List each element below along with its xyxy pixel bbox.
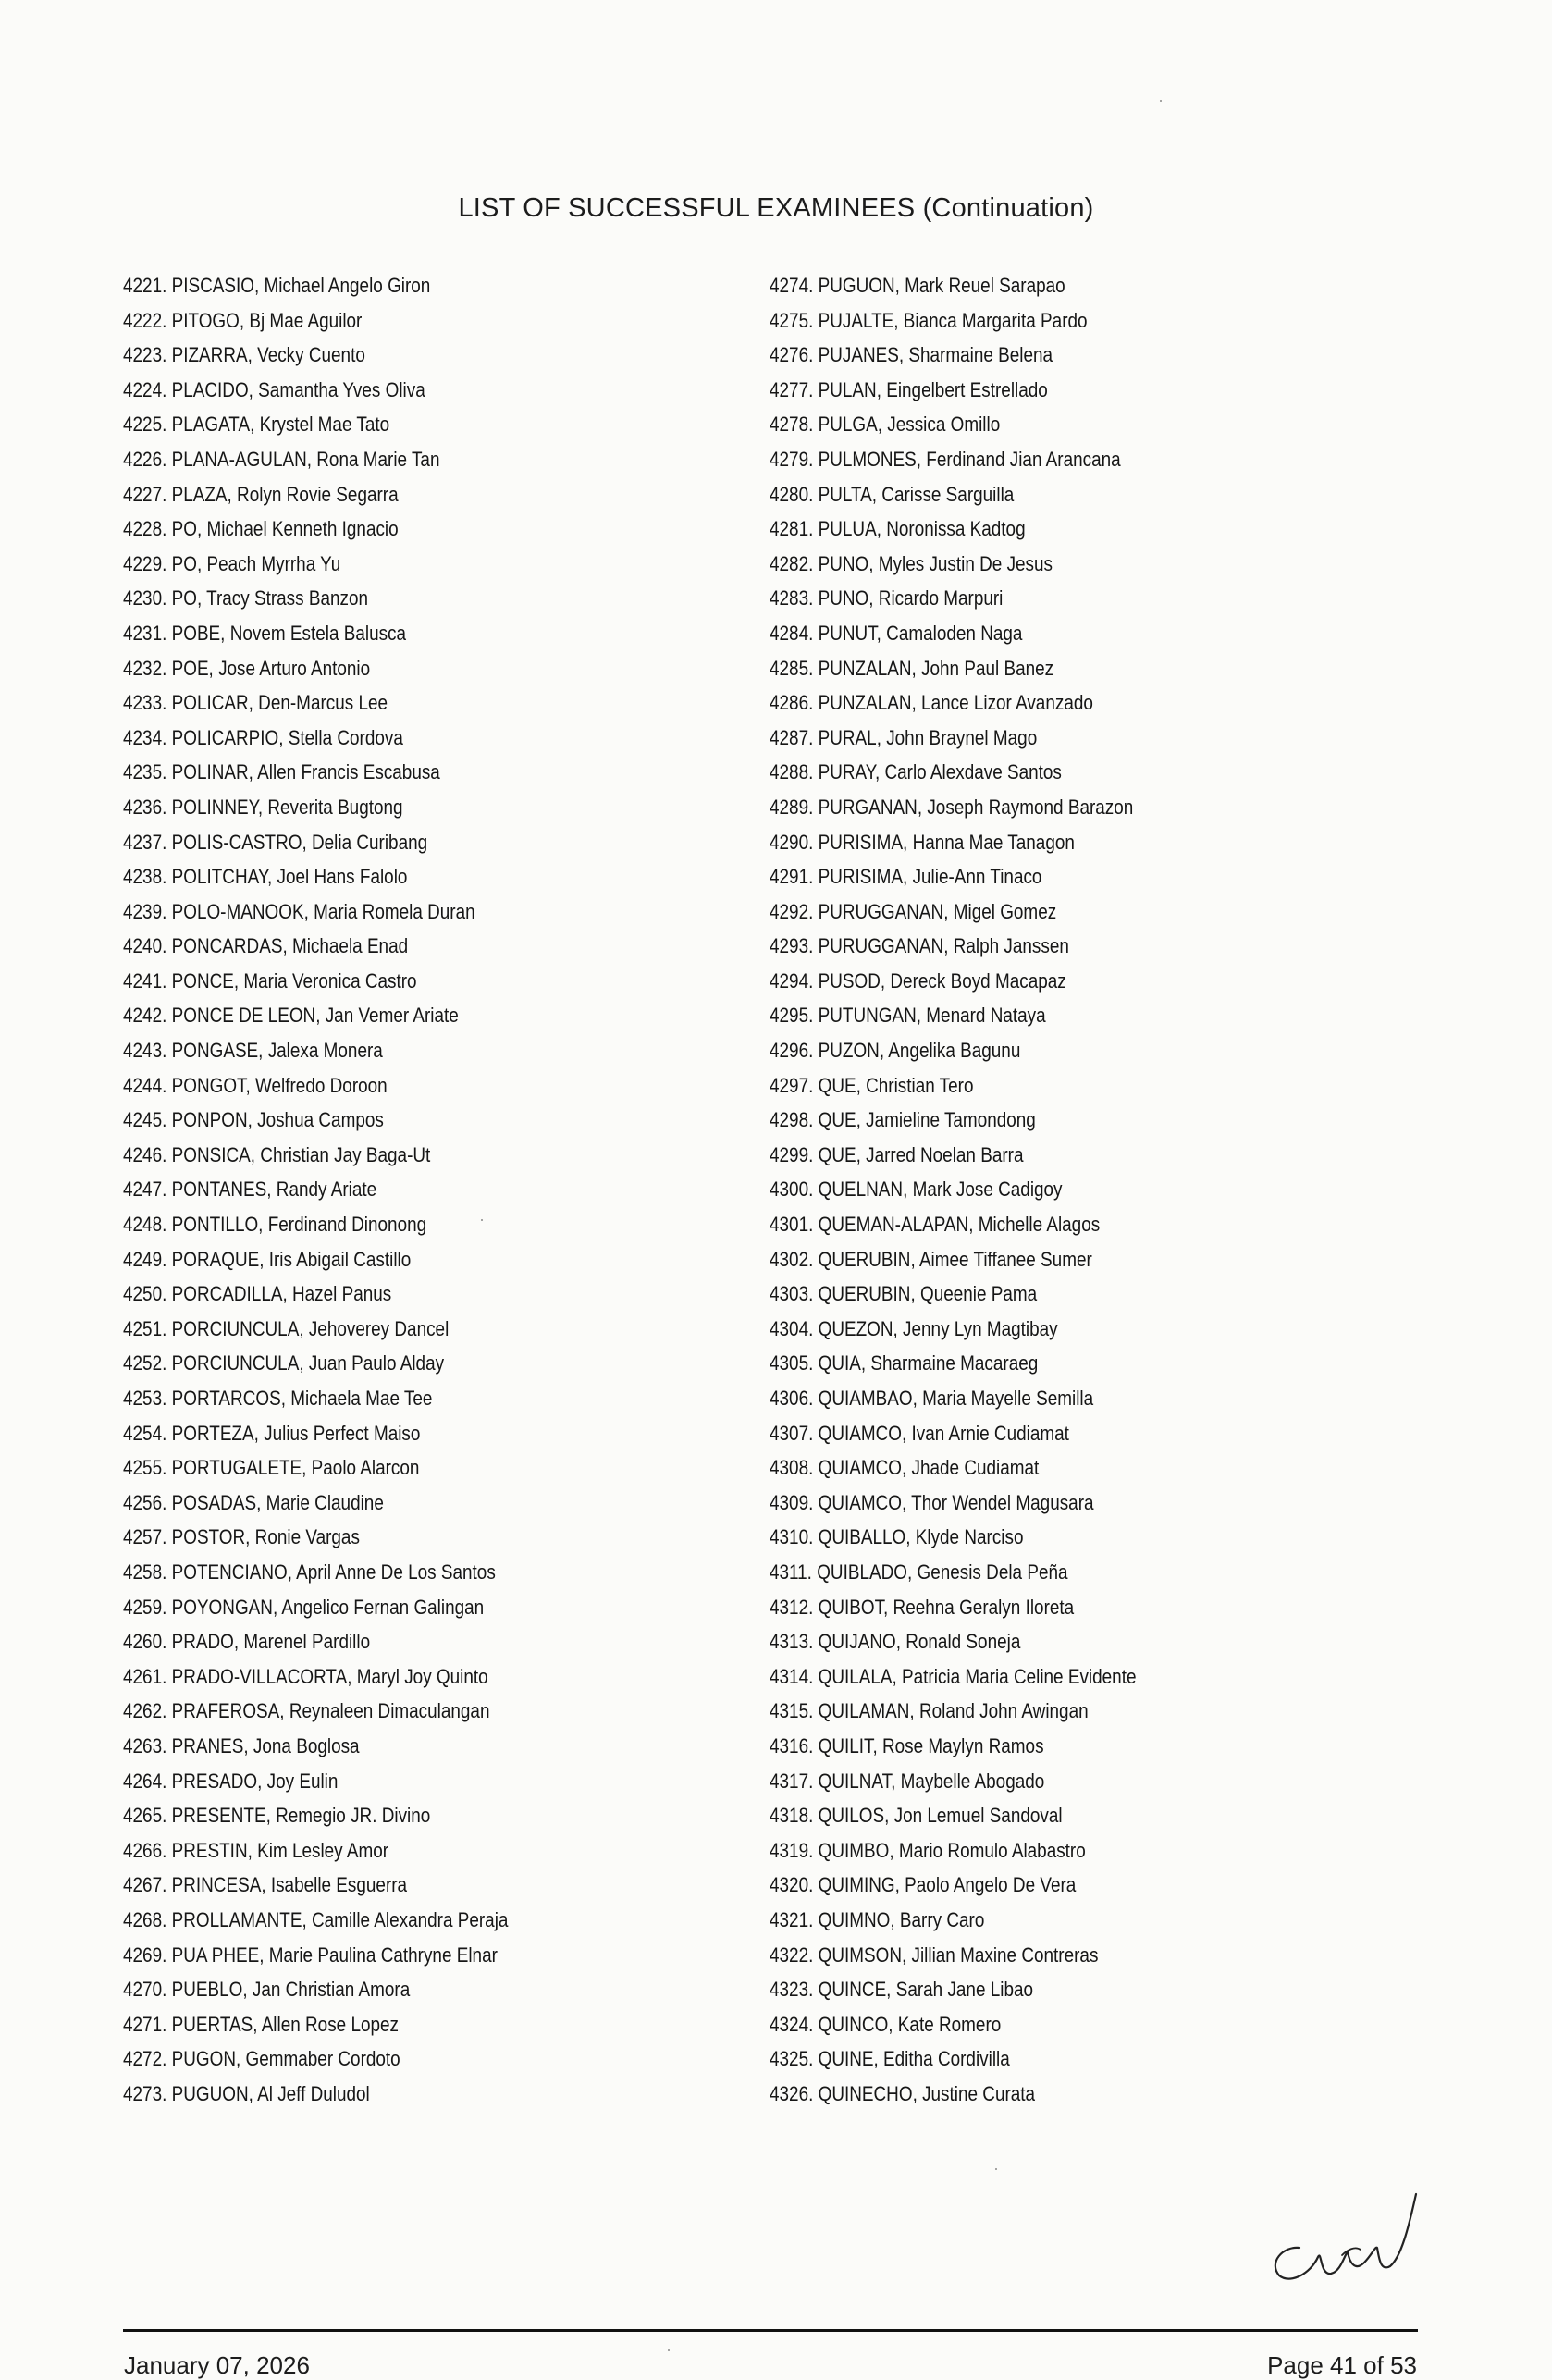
examinee-entry: 4310. QUIBALLO, Klyde Narciso — [770, 1525, 1024, 1549]
examinee-list-right-column — [770, 268, 1509, 2111]
examinee-entry: 4269. PUA PHEE, Marie Paulina Cathryne Elnar — [123, 1942, 498, 1967]
examinee-entry: 4264. PRESADO, Joy Eulin — [123, 1769, 339, 1793]
examinee-entry: 4293. PURUGGANAN, Ralph Janssen — [770, 934, 1069, 958]
examinee-entry: 4247. PONTANES, Randy Ariate — [123, 1178, 377, 1202]
examinee-entry: 4226. PLANA-AGULAN, Rona Marie Tan — [123, 447, 440, 471]
examinee-entry: 4248. PONTILLO, Ferdinand Dinonong — [123, 1213, 427, 1237]
examinee-entry: 4249. PORAQUE, Iris Abigail Castillo — [123, 1247, 412, 1271]
examinee-entry: 4237. POLIS-CASTRO, Delia Curibang — [123, 830, 428, 854]
examinee-entry: 4252. PORCIUNCULA, Juan Paulo Alday — [123, 1351, 445, 1375]
examinee-entry: 4326. QUINECHO, Justine Curata — [770, 2081, 1036, 2105]
examinee-entry: 4224. PLACIDO, Samantha Yves Oliva — [123, 377, 425, 401]
examinee-entry: 4290. PURISIMA, Hanna Mae Tanagon — [770, 830, 1075, 854]
examinee-entry: 4236. POLINNEY, Reverita Bugtong — [123, 795, 403, 819]
examinee-entry: 4325. QUINE, Editha Cordivilla — [770, 2047, 1010, 2071]
scan-speck — [1160, 100, 1162, 102]
examinee-entry: 4223. PIZARRA, Vecky Cuento — [123, 343, 365, 367]
page-title: LIST OF SUCCESSFUL EXAMINEES (Continuation) — [458, 193, 1094, 223]
examinee-list-left-column — [123, 268, 770, 2111]
examinee-entry: 4323. QUINCE, Sarah Jane Libao — [770, 1978, 1034, 2002]
page-number: Page 41 of 53 — [1267, 2351, 1417, 2379]
examinee-entry: 4267. PRINCESA, Isabelle Esguerra — [123, 1873, 408, 1897]
examinee-entry: 4256. POSADAS, Marie Claudine — [123, 1490, 384, 1514]
examinee-entry: 4231. POBE, Novem Estela Balusca — [123, 621, 407, 645]
examinee-entry: 4291. PURISIMA, Julie-Ann Tinaco — [770, 865, 1042, 889]
examinee-entry: 4243. PONGASE, Jalexa Monera — [123, 1039, 383, 1063]
examinee-entry: 4259. POYONGAN, Angelico Fernan Galingan — [123, 1595, 485, 1619]
examinee-entry: 4301. QUEMAN-ALAPAN, Michelle Alagos — [770, 1213, 1101, 1237]
examinee-entry: 4309. QUIAMCO, Thor Wendel Magusara — [770, 1490, 1094, 1514]
examinee-entry: 4261. PRADO-VILLACORTA, Maryl Joy Quinto — [123, 1664, 488, 1688]
examinee-entry: 4222. PITOGO, Bj Mae Aguilor — [123, 308, 363, 332]
examinee-entry: 4253. PORTARCOS, Michaela Mae Tee — [123, 1387, 433, 1410]
examinee-entry: 4322. QUIMSON, Jillian Maxine Contreras — [770, 1942, 1099, 1967]
examinee-entry: 4303. QUERUBIN, Queenie Pama — [770, 1282, 1038, 1306]
examinee-entry: 4288. PURAY, Carlo Alexdave Santos — [770, 760, 1062, 784]
examinee-entry: 4296. PUZON, Angelika Bagunu — [770, 1039, 1021, 1063]
examinee-entry: 4283. PUNO, Ricardo Marpuri — [770, 586, 1004, 610]
scan-speck — [481, 1219, 483, 1221]
examinee-entry: 4257. POSTOR, Ronie Vargas — [123, 1525, 360, 1549]
examinee-entry: 4262. PRAFEROSA, Reynaleen Dimaculangan — [123, 1699, 490, 1723]
examinee-entry: 4285. PUNZALAN, John Paul Banez — [770, 656, 1054, 680]
examinee-entry: 4229. PO, Peach Myrrha Yu — [123, 551, 341, 575]
examinee-entry: 4274. PUGUON, Mark Reuel Sarapao — [770, 274, 1065, 297]
footer-date: January 07, 2026 — [124, 2351, 310, 2379]
examinee-entry: 4244. PONGOT, Welfredo Doroon — [123, 1073, 388, 1097]
examinee-entry: 4258. POTENCIANO, April Anne De Los Santos — [123, 1560, 496, 1584]
examinee-entry: 4227. PLAZA, Rolyn Rovie Segarra — [123, 482, 399, 506]
examinee-entry: 4319. QUIMBO, Mario Romulo Alabastro — [770, 1838, 1086, 1862]
examinee-entry: 4284. PUNUT, Camaloden Naga — [770, 621, 1023, 645]
examinee-entry: 4271. PUERTAS, Allen Rose Lopez — [123, 2012, 399, 2036]
examinee-entry: 4225. PLAGATA, Krystel Mae Tato — [123, 413, 390, 437]
examinee-entry: 4250. PORCADILLA, Hazel Panus — [123, 1282, 392, 1306]
examinee-entry: 4241. PONCE, Maria Veronica Castro — [123, 968, 417, 993]
examinee-entry: 4263. PRANES, Jona Boglosa — [123, 1733, 360, 1757]
examinee-entry: 4279. PULMONES, Ferdinand Jian Arancana — [770, 447, 1121, 471]
examinee-entry: 4239. POLO-MANOOK, Maria Romela Duran — [123, 899, 475, 923]
examinee-entry: 4228. PO, Michael Kenneth Ignacio — [123, 517, 399, 541]
examinee-entry: 4273. PUGUON, Al Jeff Duludol — [123, 2081, 370, 2105]
examinee-entry: 4281. PULUA, Noronissa Kadtog — [770, 517, 1026, 541]
examinee-entry: 4268. PROLLAMANTE, Camille Alexandra Peraja — [123, 1907, 509, 1931]
examinee-entry: 4242. PONCE DE LEON, Jan Vemer Ariate — [123, 1004, 459, 1028]
examinee-entry: 4306. QUIAMBAO, Maria Mayelle Semilla — [770, 1387, 1094, 1410]
examinee-entry: 4245. PONPON, Joshua Campos — [123, 1108, 384, 1132]
examinee-entry: 4286. PUNZALAN, Lance Lizor Avanzado — [770, 691, 1093, 715]
examinee-entry: 4275. PUJALTE, Bianca Margarita Pardo — [770, 308, 1088, 332]
examinee-entry: 4297. QUE, Christian Tero — [770, 1073, 974, 1097]
examinee-entry: 4298. QUE, Jamieline Tamondong — [770, 1108, 1036, 1132]
examinee-entry: 4300. QUELNAN, Mark Jose Cadigoy — [770, 1178, 1063, 1202]
examinee-entry: 4277. PULAN, Eingelbert Estrellado — [770, 377, 1048, 401]
examinee-entry: 4251. PORCIUNCULA, Jehoverey Dancel — [123, 1316, 450, 1340]
examinee-entry: 4311. QUIBLADO, Genesis Dela Peña — [770, 1560, 1068, 1584]
signature-mark — [1263, 2190, 1424, 2292]
examinee-entry: 4234. POLICARPIO, Stella Cordova — [123, 725, 403, 749]
scan-speck — [668, 2349, 670, 2351]
examinee-entry: 4238. POLITCHAY, Joel Hans Falolo — [123, 865, 408, 889]
footer-divider — [123, 2329, 1418, 2332]
examinee-entry: 4282. PUNO, Myles Justin De Jesus — [770, 551, 1053, 575]
examinee-entry: 4240. PONCARDAS, Michaela Enad — [123, 934, 409, 958]
examinee-entry: 4312. QUIBOT, Reehna Geralyn Iloreta — [770, 1595, 1075, 1619]
scan-speck — [995, 2168, 997, 2170]
examinee-entry: 4324. QUINCO, Kate Romero — [770, 2012, 1002, 2036]
examinee-entry: 4302. QUERUBIN, Aimee Tiffanee Sumer — [770, 1247, 1092, 1271]
examinee-entry: 4289. PURGANAN, Joseph Raymond Barazon — [770, 795, 1134, 819]
examinee-entry: 4221. PISCASIO, Michael Angelo Giron — [123, 274, 431, 297]
examinee-entry: 4318. QUILOS, Jon Lemuel Sandoval — [770, 1804, 1063, 1828]
examinee-entry: 4314. QUILALA, Patricia Maria Celine Evidente — [770, 1664, 1137, 1688]
examinee-entry: 4304. QUEZON, Jenny Lyn Magtibay — [770, 1316, 1058, 1340]
examinee-entry: 4260. PRADO, Marenel Pardillo — [123, 1630, 371, 1654]
examinee-entry: 4317. QUILNAT, Maybelle Abogado — [770, 1769, 1045, 1793]
examinee-entry: 4294. PUSOD, Dereck Boyd Macapaz — [770, 968, 1066, 993]
examinee-entry: 4276. PUJANES, Sharmaine Belena — [770, 343, 1053, 367]
examinee-entry: 4295. PUTUNGAN, Menard Nataya — [770, 1004, 1046, 1028]
examinee-entry: 4305. QUIA, Sharmaine Macaraeg — [770, 1351, 1039, 1375]
examinee-entry: 4278. PULGA, Jessica Omillo — [770, 413, 1001, 437]
examinee-entry: 4320. QUIMING, Paolo Angelo De Vera — [770, 1873, 1077, 1897]
examinee-entry: 4270. PUEBLO, Jan Christian Amora — [123, 1978, 411, 2002]
examinee-entry: 4315. QUILAMAN, Roland John Awingan — [770, 1699, 1089, 1723]
examinee-entry: 4307. QUIAMCO, Ivan Arnie Cudiamat — [770, 1421, 1069, 1445]
examinee-entry: 4299. QUE, Jarred Noelan Barra — [770, 1142, 1024, 1166]
examinee-entry: 4230. PO, Tracy Strass Banzon — [123, 586, 369, 610]
examinee-entry: 4287. PURAL, John Braynel Mago — [770, 725, 1038, 749]
examinee-entry: 4233. POLICAR, Den-Marcus Lee — [123, 691, 388, 715]
examinee-entry: 4316. QUILIT, Rose Maylyn Ramos — [770, 1733, 1044, 1757]
examinee-entry: 4313. QUIJANO, Ronald Soneja — [770, 1630, 1021, 1654]
examinee-entry: 4308. QUIAMCO, Jhade Cudiamat — [770, 1456, 1040, 1480]
examinee-entry: 4266. PRESTIN, Kim Lesley Amor — [123, 1838, 389, 1862]
examinee-entry: 4321. QUIMNO, Barry Caro — [770, 1907, 985, 1931]
examinee-entry: 4246. PONSICA, Christian Jay Baga-Ut — [123, 1142, 431, 1166]
examinee-entry: 4265. PRESENTE, Remegio JR. Divino — [123, 1804, 431, 1828]
examinee-entry: 4272. PUGON, Gemmaber Cordoto — [123, 2047, 400, 2071]
examinee-entry: 4280. PULTA, Carisse Sarguilla — [770, 482, 1015, 506]
examinee-entry: 4254. PORTEZA, Julius Perfect Maiso — [123, 1421, 421, 1445]
examinee-entry: 4292. PURUGGANAN, Migel Gomez — [770, 899, 1057, 923]
examinee-entry: 4255. PORTUGALETE, Paolo Alarcon — [123, 1456, 420, 1480]
examinee-entry: 4235. POLINAR, Allen Francis Escabusa — [123, 760, 440, 784]
examinee-entry: 4232. POE, Jose Arturo Antonio — [123, 656, 371, 680]
